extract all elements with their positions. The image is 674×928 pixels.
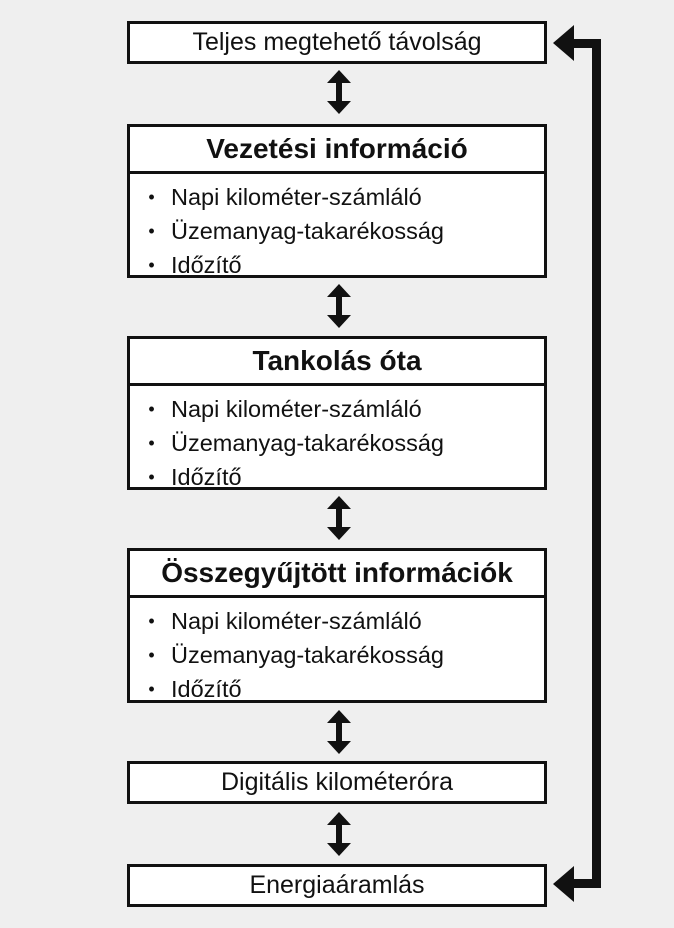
driving-info-box[interactable] [127, 124, 547, 278]
timer-label: Időzítő [171, 675, 242, 702]
trip-meter-label: Napi kilométer-számláló [171, 183, 422, 210]
driving-info-title: Vezetési információ [130, 127, 544, 174]
bullet-icon: • [148, 432, 155, 453]
bullet-icon: • [148, 610, 155, 631]
bullet-icon: • [148, 186, 155, 207]
bullet-icon: • [148, 644, 155, 665]
list-item [130, 248, 544, 282]
list-item [130, 392, 544, 426]
arrowhead-icon [553, 866, 574, 902]
digital-odometer-label: Digitális kilométeróra [220, 768, 454, 796]
list-item [130, 214, 544, 248]
energy-flow-label: Energiaáramlás [249, 871, 425, 899]
accumulated-info-title: Összegyűjtött információk [130, 551, 544, 598]
digital-odometer-box[interactable] [127, 761, 547, 804]
bullet-icon: • [148, 220, 155, 241]
fuel-economy-label: Üzemanyag-takarékosság [171, 217, 444, 244]
fuel-economy-label: Üzemanyag-takarékosság [171, 641, 444, 668]
double-arrow-icon [327, 812, 351, 856]
bullet-icon: • [148, 254, 155, 275]
total-range-label: Teljes megtehető távolság [192, 28, 482, 56]
list-item [130, 426, 544, 460]
bullet-icon: • [148, 398, 155, 419]
fuel-economy-label: Üzemanyag-takarékosság [171, 429, 444, 456]
timer-label: Időzítő [171, 251, 242, 278]
bullet-icon: • [148, 466, 155, 487]
double-arrow-icon [327, 284, 351, 328]
accumulated-info-box[interactable] [127, 548, 547, 703]
since-refuel-title: Tankolás óta [130, 339, 544, 386]
double-arrow-icon [327, 496, 351, 540]
double-arrow-icon [327, 70, 351, 114]
double-arrow-icon [327, 710, 351, 754]
energy-flow-box[interactable] [127, 864, 547, 907]
trip-meter-label: Napi kilométer-számláló [171, 395, 422, 422]
arrowhead-icon [553, 25, 574, 61]
list-item [130, 460, 544, 494]
since-refuel-box[interactable] [127, 336, 547, 490]
list-item [130, 180, 544, 214]
list-item [130, 638, 544, 672]
trip-meter-label: Napi kilométer-számláló [171, 607, 422, 634]
list-item [130, 604, 544, 638]
timer-label: Időzítő [171, 463, 242, 490]
return-loop-arrow [553, 25, 601, 902]
total-range-box[interactable] [127, 21, 547, 64]
bullet-icon: • [148, 678, 155, 699]
list-item [130, 672, 544, 706]
